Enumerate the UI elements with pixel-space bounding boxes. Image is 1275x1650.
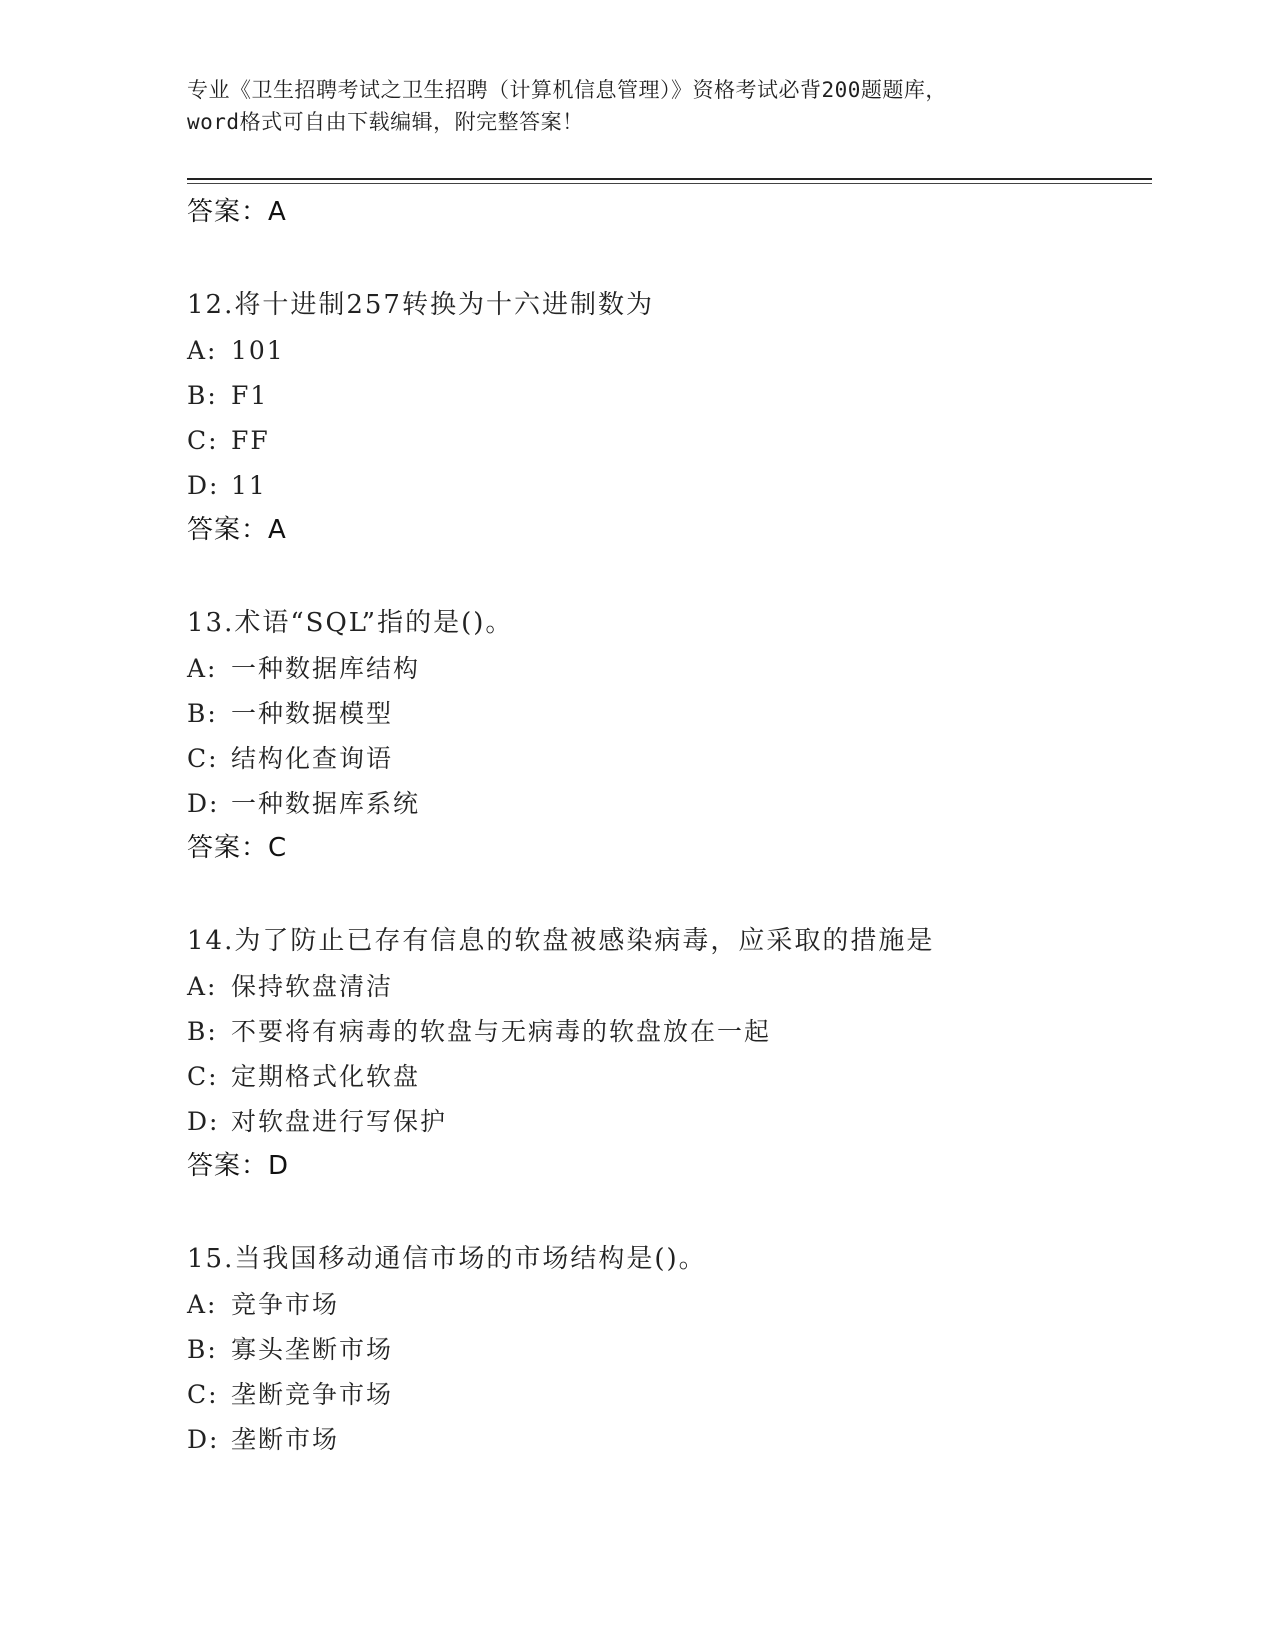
option-row <box>187 1417 1152 1462</box>
spacer <box>187 1188 1152 1236</box>
option-text: 对软盘进行写保护 <box>231 1107 448 1136</box>
header-line-2: word格式可自由下载编辑，附完整答案！ <box>187 110 584 134</box>
option-row <box>187 1327 1152 1372</box>
answer-line: 答案：C <box>187 833 288 863</box>
option-text: 寡头垄断市场 <box>231 1335 394 1364</box>
option-text: 不要将有病毒的软盘与无病毒的软盘放在一起 <box>231 1017 772 1046</box>
question-list <box>187 190 1152 1462</box>
option-label: D: <box>187 1425 220 1454</box>
answer-line: 答案：A <box>187 515 287 545</box>
option-text: 垄断市场 <box>231 1425 340 1454</box>
option-label: A: <box>187 972 218 1001</box>
document-header <box>187 74 1087 138</box>
option-label: C: <box>187 426 219 455</box>
option-text: 垄断竞争市场 <box>231 1380 394 1409</box>
option-text: FF <box>231 426 270 455</box>
option-label: D: <box>187 789 220 818</box>
option-text: 一种数据模型 <box>231 699 394 728</box>
option-row <box>187 373 1152 418</box>
option-row <box>187 1009 1152 1054</box>
spacer <box>187 870 1152 918</box>
option-label: C: <box>187 1062 219 1091</box>
question-block <box>187 918 1152 1236</box>
spacer <box>187 234 1152 282</box>
option-row <box>187 1099 1152 1144</box>
option-label: B: <box>187 1335 218 1364</box>
option-row <box>187 691 1152 736</box>
answer-line: 答案：D <box>187 1151 290 1181</box>
header-rule-thin <box>187 183 1152 184</box>
option-text: F1 <box>231 381 269 410</box>
questions-container <box>187 282 1152 1462</box>
option-row <box>187 1054 1152 1099</box>
option-text: 11 <box>231 471 267 500</box>
question-text: 14.为了防止已存有信息的软盘被感染病毒，应采取的措施是 <box>187 926 935 956</box>
option-label: D: <box>187 1107 220 1136</box>
option-row <box>187 328 1152 373</box>
spacer <box>187 552 1152 600</box>
option-label: A: <box>187 1290 218 1319</box>
option-label: D: <box>187 471 220 500</box>
option-label: A: <box>187 654 218 683</box>
question-text: 12.将十进制257转换为十六进制数为 <box>187 290 654 320</box>
option-label: B: <box>187 699 218 728</box>
question-block <box>187 600 1152 918</box>
option-label: C: <box>187 1380 219 1409</box>
question-block <box>187 1236 1152 1462</box>
option-row <box>187 1282 1152 1327</box>
option-text: 保持软盘清洁 <box>231 972 394 1001</box>
option-text: 定期格式化软盘 <box>231 1062 421 1091</box>
header-rule-thick <box>187 178 1152 180</box>
option-text: 101 <box>231 336 285 365</box>
answer-line: 答案：A <box>187 197 287 227</box>
option-label: A: <box>187 336 218 365</box>
question-text: 15.当我国移动通信市场的市场结构是()。 <box>187 1244 707 1274</box>
option-row <box>187 964 1152 1009</box>
header-line-1: 专业《卫生招聘考试之卫生招聘（计算机信息管理）》资格考试必背200题题库， <box>187 78 947 102</box>
option-row <box>187 418 1152 463</box>
question-block <box>187 282 1152 600</box>
option-text: 结构化查询语 <box>231 744 394 773</box>
option-row <box>187 463 1152 508</box>
option-label: C: <box>187 744 219 773</box>
option-label: B: <box>187 381 218 410</box>
option-row <box>187 781 1152 826</box>
question-text: 13.术语“SQL”指的是()。 <box>187 608 514 638</box>
option-row <box>187 646 1152 691</box>
option-text: 竞争市场 <box>231 1290 340 1319</box>
option-row <box>187 1372 1152 1417</box>
option-label: B: <box>187 1017 218 1046</box>
option-text: 一种数据库结构 <box>231 654 421 683</box>
option-row <box>187 736 1152 781</box>
option-text: 一种数据库系统 <box>231 789 421 818</box>
